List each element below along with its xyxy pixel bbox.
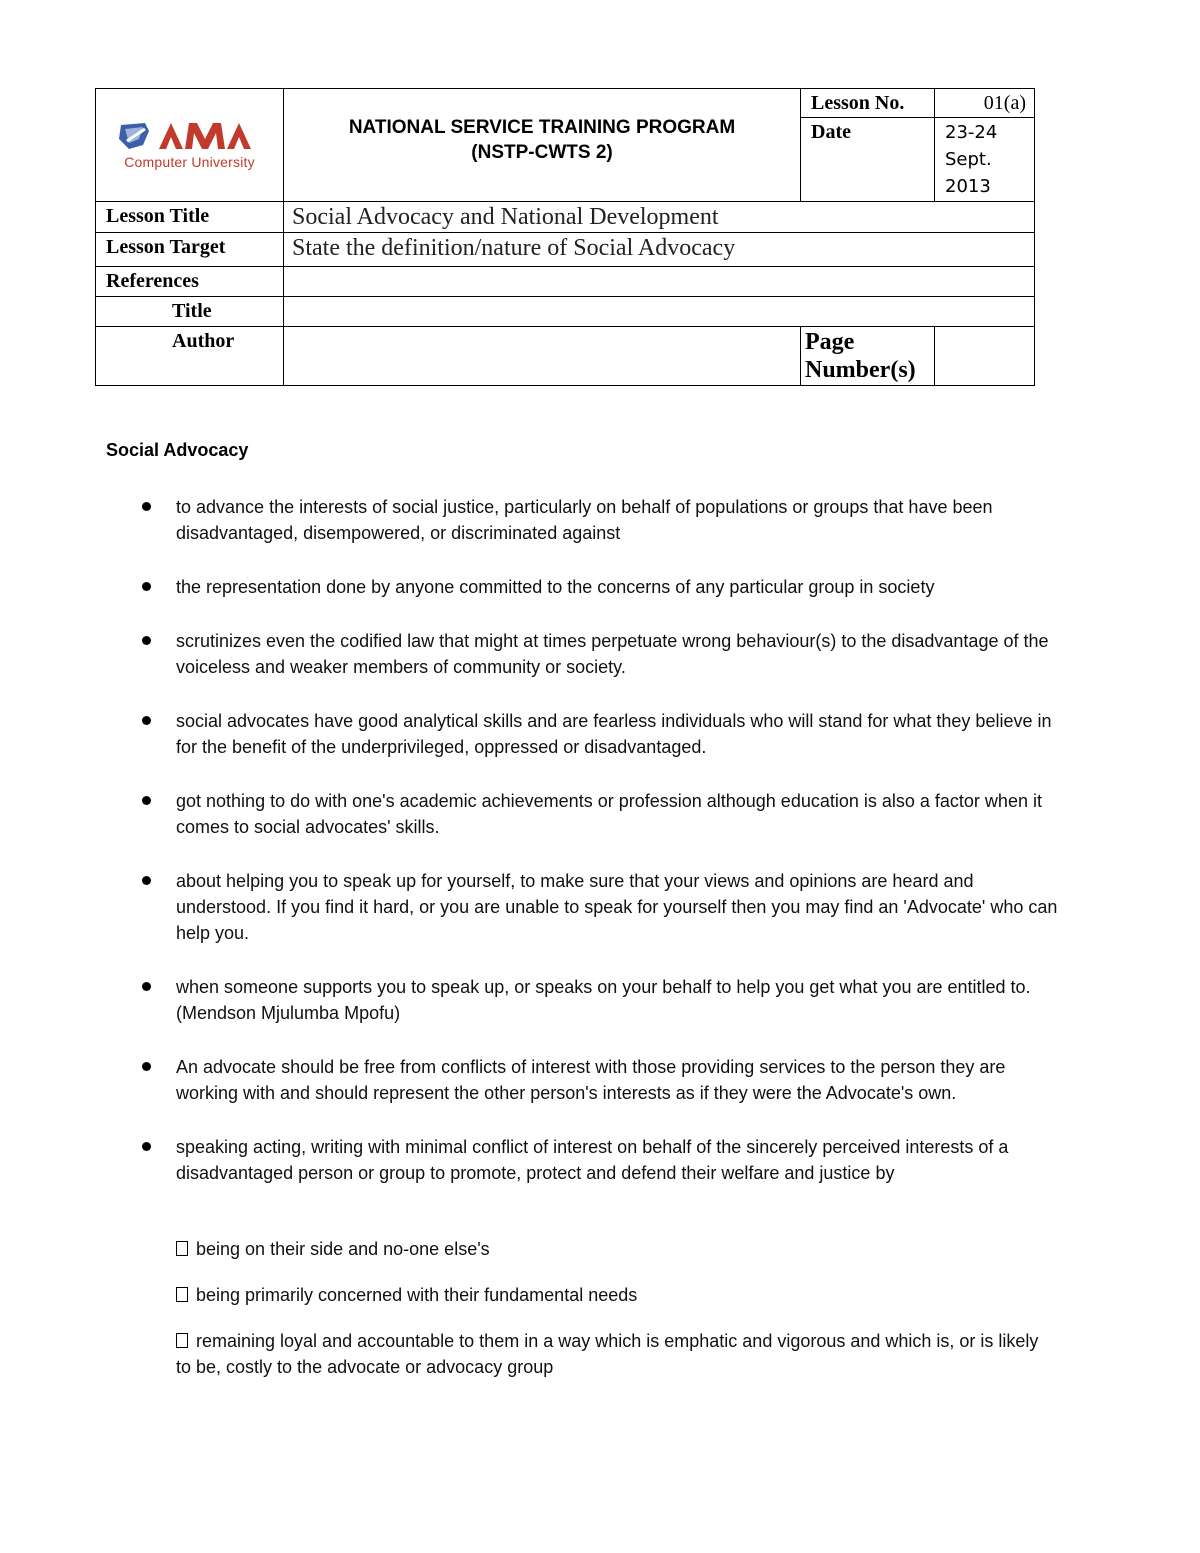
list-item — [140, 868, 1060, 946]
lesson-target-label: Lesson Target — [96, 233, 284, 267]
section-title: Social Advocacy — [106, 440, 249, 460]
date-days: 23-24 — [945, 122, 998, 143]
references-value — [284, 267, 1035, 297]
list-item — [140, 708, 1060, 760]
lesson-no-value: 01(a) — [935, 89, 1035, 118]
bullet-icon — [142, 502, 151, 511]
bullet-icon — [142, 636, 151, 645]
author-value — [284, 327, 801, 386]
list-item-text: social advocates have good analytical skills and are fearless individuals who will stand for what they believe in for the benefit of the underprivileged, oppressed or disadvantaged. — [176, 711, 1052, 757]
date-month: Sept. — [945, 149, 992, 170]
list-item-text: An advocate should be free from conflicts of interest with those providing services to the person they are working with and should represent the other person's interests as if they were the Advocate's own. — [176, 1057, 1006, 1103]
list-item-text: when someone supports you to speak up, or speaks on your behalf to help you get what you are entitled to. (Mendson Mjulumba Mpofu) — [176, 977, 1031, 1023]
references-label: References — [96, 267, 284, 297]
page-numbers-label-line2: Number(s) — [805, 357, 916, 383]
page-numbers-value — [935, 327, 1035, 386]
date-year: 2013 — [945, 176, 991, 197]
sub-item — [176, 1236, 1056, 1262]
list-item-text: about helping you to speak up for yourself, to make sure that your views and opinions are heard and understood. If you find it hard, or you are unable to speak for yourself then you may find an 'Advocate' who can help you. — [176, 871, 1058, 943]
lesson-target-value: State the definition/nature of Social Advocacy — [284, 233, 1035, 267]
program-title: NATIONAL SERVICE TRAINING PROGRAM — [348, 117, 736, 138]
square-bullet-icon — [176, 1241, 188, 1256]
list-item — [140, 574, 1060, 600]
sub-item-text: being primarily concerned with their fundamental needs — [196, 1285, 638, 1305]
lesson-header-table — [95, 88, 1035, 386]
bullet-list — [140, 494, 1060, 1214]
list-item-text: to advance the interests of social justice, particularly on behalf of populations or groups that have been disadvantaged, disempowered, or discriminated against — [176, 497, 993, 543]
date-label: Date — [801, 118, 935, 202]
list-item-text: scrutinizes even the codified law that might at times perpetuate wrong behaviour(s) to the disadvantage of the voiceless and weaker members of community or society. — [176, 631, 1049, 677]
lesson-title-value: Social Advocacy and National Development — [284, 202, 1035, 233]
program-title-cell — [284, 89, 801, 202]
ama-shield-icon — [115, 121, 265, 151]
sub-item — [176, 1328, 1056, 1380]
title-label: Title — [96, 297, 284, 327]
ama-logo — [115, 121, 265, 170]
sub-item — [176, 1282, 1056, 1308]
list-item — [140, 628, 1060, 680]
list-item-text: got nothing to do with one's academic achievements or profession although education is also a factor when it comes to social advocates' skills. — [176, 791, 1042, 837]
bullet-icon — [142, 796, 151, 805]
square-bullet-icon — [176, 1287, 188, 1302]
bullet-icon — [142, 716, 151, 725]
list-item-text: the representation done by anyone committed to the concerns of any particular group in society — [176, 577, 935, 597]
date-value — [935, 118, 1035, 202]
author-label: Author — [96, 327, 284, 386]
page-numbers-label-line1: Page — [805, 329, 855, 355]
list-item — [140, 974, 1060, 1026]
bullet-icon — [142, 876, 151, 885]
lesson-no-label: Lesson No. — [801, 89, 935, 118]
sub-item-text: remaining loyal and accountable to them in a way which is emphatic and vigorous and which is, or is likely to be, costly to the advocate or advocacy group — [176, 1331, 1039, 1377]
logo-subtitle: Computer University — [124, 153, 255, 170]
bullet-icon — [142, 1142, 151, 1151]
list-item — [140, 788, 1060, 840]
title-value — [284, 297, 1035, 327]
page-numbers-label — [801, 327, 935, 386]
lesson-title-label: Lesson Title — [96, 202, 284, 233]
bullet-icon — [142, 582, 151, 591]
list-item-text: speaking acting, writing with minimal conflict of interest on behalf of the sincerely perceived interests of a disadvantaged person or group to promote, protect and defend their welfare and justice by — [176, 1137, 1009, 1183]
sub-item-list — [176, 1236, 1056, 1400]
bullet-icon — [142, 1062, 151, 1071]
list-item — [140, 1134, 1060, 1186]
program-subtitle: (NSTP-CWTS 2) — [471, 142, 613, 163]
sub-item-text: being on their side and no-one else's — [196, 1239, 490, 1259]
list-item — [140, 494, 1060, 546]
bullet-icon — [142, 982, 151, 991]
list-item — [140, 1054, 1060, 1106]
logo-cell — [96, 89, 284, 202]
square-bullet-icon — [176, 1333, 188, 1348]
